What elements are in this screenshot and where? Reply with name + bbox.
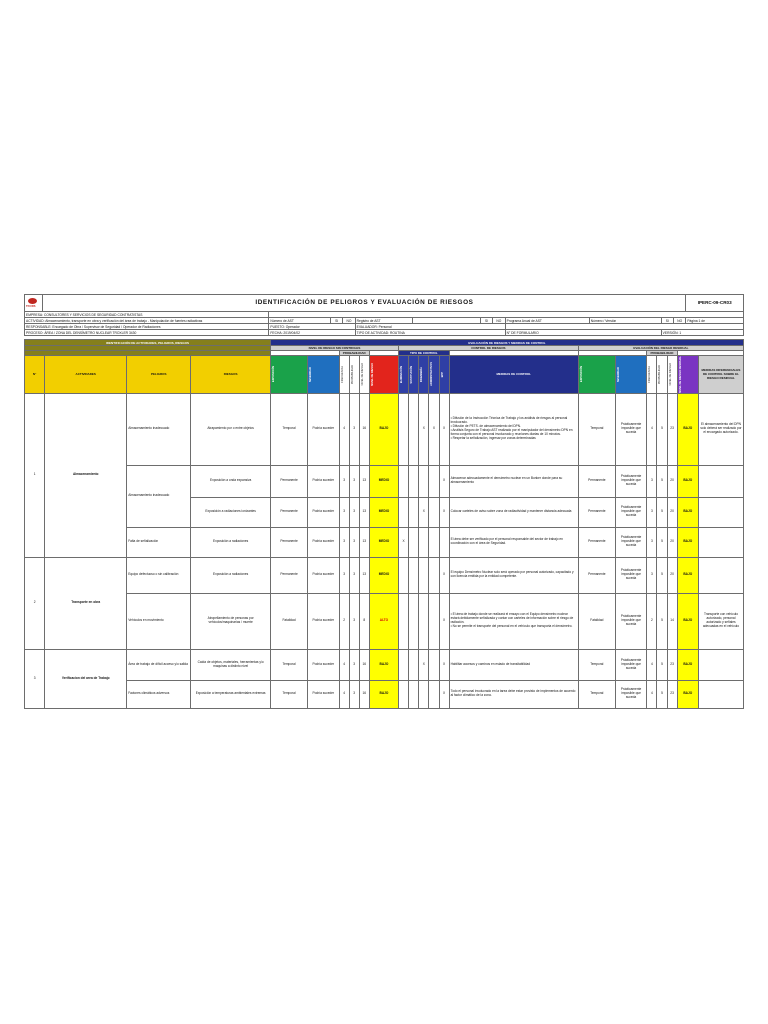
- col-epp: EPP: [440, 371, 444, 377]
- risk-level-badge: BAJO: [369, 680, 398, 708]
- row-number: 3: [25, 649, 45, 708]
- control-mark: [399, 649, 409, 680]
- control-mark: [419, 527, 429, 557]
- risk-cell: Exposición a radiaciones: [191, 557, 271, 593]
- residual-level-badge: BAJO: [677, 497, 698, 527]
- hazard-cell: Vehículos en movimiento: [127, 593, 191, 649]
- residual-level-badge: BAJO: [677, 527, 698, 557]
- differential-measures: El almacenamiento del DPN solo deberá ser realizado por el encargado autorizado.: [698, 393, 743, 465]
- activity-name: Transporte en obra: [45, 557, 127, 649]
- level-cell: 16: [359, 393, 369, 465]
- process-field: PROCESO: ÁREA / ZONA DEL DENSÍMETRO NUCLEAR TROXLER 3430: [25, 330, 269, 336]
- exposure-cell: Permanente: [271, 497, 308, 527]
- evaluator-field: EVALUADOR: Personal: [355, 324, 505, 330]
- risk-cell: Exposición a radiaciones ionizantes: [191, 497, 271, 527]
- risk-rows: [25, 393, 744, 708]
- residual-severity-cell: Prácticamente imposible que suceda: [615, 497, 646, 527]
- control-measures: • Difusión de la Instrucción Técnica de Trabajo y los análisis de riesgos al personal involucrado. • Difusión de PETS. de almacenamiento del DPN. • Análisis Seguro de Trabajo AST realizado por el manipulador del densímetro DPN en forma conjunta con el personal involucrado y reuniones diarias de 10 minutos. • Respetar la señalización, ingresar por zonas determinadas: [449, 393, 578, 465]
- table-row: [25, 680, 744, 708]
- col-elimination: ELIMINACIÓN: [400, 365, 404, 383]
- risk-level-badge: MEDIO: [369, 497, 398, 527]
- residual-probability-cell: 5: [657, 649, 667, 680]
- differential-measures: [698, 557, 743, 593]
- col-frequency: FRECUENCIA: [340, 365, 344, 383]
- residual-level-cell: 20: [667, 497, 677, 527]
- frequency-cell: 4: [339, 649, 349, 680]
- risk-level-badge: BAJO: [369, 393, 398, 465]
- probability-cell: 3: [349, 593, 359, 649]
- col-activity: ACTIVIDADES: [45, 356, 127, 394]
- activity-name: Verificacion del area de Trabajo: [45, 649, 127, 708]
- residual-frequency-cell: 3: [647, 465, 657, 497]
- control-mark: [399, 393, 409, 465]
- residual-exposure-cell: Fatalidad: [578, 593, 615, 649]
- residual-level-cell: 20: [667, 465, 677, 497]
- control-mark: [409, 527, 419, 557]
- hazard-cell: Falta de señalización: [127, 527, 191, 557]
- exposure-cell: Permanente: [271, 465, 308, 497]
- severity-cell: Podría suceder: [308, 465, 339, 497]
- control-mark: [399, 593, 409, 649]
- version-field: VERSIÓN: 1: [661, 330, 743, 336]
- logo: [25, 295, 43, 312]
- iperc-sheet: [24, 294, 744, 709]
- control-measures: Todo el personal involucrado en la tarea debe estar provisto de implementos de acuerdo al factor climático de la zona.: [449, 680, 578, 708]
- control-mark: X: [419, 497, 429, 527]
- col-exposure: EXPOSICIÓN: [272, 366, 276, 383]
- residual-frequency-cell: 4: [647, 393, 657, 465]
- residual-frequency-cell: 2: [647, 593, 657, 649]
- severity-cell: Podría suceder: [308, 393, 339, 465]
- residual-probability-cell: 5: [657, 557, 667, 593]
- differential-measures: [698, 497, 743, 527]
- control-measures: • El área de trabajo donde se realizará el ensayo con el Equipo densímetro nuclear estará debidamente señalizada y contar con carteles de información sobre el riesgo de radiación. • No se permite el transporte del personal en el vehículo que transporta el densímetro.: [449, 593, 578, 649]
- control-mark: [399, 557, 409, 593]
- col-severity: SEVERIDAD: [309, 366, 313, 382]
- level-cell: 16: [359, 649, 369, 680]
- frequency-cell: 4: [339, 393, 349, 465]
- table-row: [25, 593, 744, 649]
- differential-measures: [698, 527, 743, 557]
- date-field: FECHA: 2019/04/02: [269, 330, 355, 336]
- control-mark: [399, 680, 409, 708]
- residual-probability-cell: 5: [657, 465, 667, 497]
- level-cell: 13: [359, 465, 369, 497]
- form-code-field: N° DE FORMULARIO: [505, 330, 661, 336]
- col-probability: PROBABILIDAD: [350, 364, 354, 384]
- probability-cell: 3: [349, 527, 359, 557]
- risk-level-badge: MEDIO: [369, 557, 398, 593]
- residual-probability-cell: 5: [657, 393, 667, 465]
- control-mark: [429, 593, 439, 649]
- table-row: [25, 557, 744, 593]
- control-measures: El equipo Densímetro Nuclear solo será operado por personal autorizado, capacitado y con licencia emitida por la entidad competente.: [449, 557, 578, 593]
- exposure-cell: Temporal: [271, 393, 308, 465]
- frequency-cell: 2: [339, 593, 349, 649]
- residual-level-cell: 23: [667, 680, 677, 708]
- control-mark: X: [439, 393, 449, 465]
- owner-field: RESPONSABLE: Encargado de Obra / Supervisor de Seguridad / Operador de Radiaciones: [25, 324, 269, 330]
- probability-cell: 3: [349, 557, 359, 593]
- residual-exposure-cell: Temporal: [578, 680, 615, 708]
- level-cell: 13: [359, 557, 369, 593]
- residual-level-badge: BAJO: [677, 465, 698, 497]
- header-table: TIVURS IDENTIFICACIÓN DE PELIGROS Y EVALUACIÓN DE RIESGOS IPERC-09-CR03 EMPRESA: CONSULTORES Y SERVICIOS DE SEGURIDAD CONTRATISTAS ACTIVIDAD: Almacenamiento, transporte en obra y verificación del área de trabajo - Manipulación de fuentes radiactivas Número de AST SI NO Registro de AST SI NO Programa Anual de AST Número / Versión SI NO Página 1 de RESPONSABLE: Encargado de Obra / Supervisor de Seguridad / Operador de Radiaciones PUESTO: Operador EVALUADOR: Personal PROCESO: ÁREA / ZONA DEL DENSÍMETRO NUCLEAR TROXLER 3430 FECHA: 2019/04/02 TIPO DE ACTIVIDAD: ROUTINA N° DE FORMULARIO VERSIÓN: 1: [24, 294, 744, 336]
- col-level-residual: NIVEL DE RIESGO: [668, 363, 672, 386]
- control-mark: [409, 393, 419, 465]
- col-class-residual: NIVEL DE RIESGO RESIDUAL: [678, 356, 682, 393]
- control-mark: [399, 497, 409, 527]
- hazard-cell: Almacenamiento inadecuado: [127, 465, 191, 527]
- exposure-cell: Permanente: [271, 527, 308, 557]
- residual-level-badge: BAJO: [677, 393, 698, 465]
- residual-level-badge: BAJO: [677, 680, 698, 708]
- residual-level-cell: 20: [667, 557, 677, 593]
- severity-cell: Podría suceder: [308, 527, 339, 557]
- evaluation-header: EVALUACIÓN DE RIESGOS Y MEDIDAS DE CONTROL: [271, 340, 744, 346]
- residual-level-badge: BAJO: [677, 557, 698, 593]
- risk-cell: Exposición a temperaturas ambientales extremas: [191, 680, 271, 708]
- control-mark: [409, 497, 419, 527]
- control-mark: X: [439, 680, 449, 708]
- ast-program-label: Programa Anual de AST: [505, 318, 589, 324]
- control-mark: X: [439, 649, 449, 680]
- severity-cell: Podría suceder: [308, 649, 339, 680]
- probability-cell: 3: [349, 649, 359, 680]
- col-probability-residual: PROBABILIDAD: [658, 364, 662, 384]
- residual-probability-cell: 5: [657, 497, 667, 527]
- row-number: 1: [25, 393, 45, 557]
- identification-header: IDENTIFICACIÓN DE ACTIVIDADES, PELIGROS, RIESGOS: [25, 340, 271, 346]
- frequency-cell: 3: [339, 497, 349, 527]
- risk-level-badge: MEDIO: [369, 527, 398, 557]
- risk-cell: Exposición a onda expansiva: [191, 465, 271, 497]
- differential-measures: Transporte con vehículo autorizado, personal autorizado y señales adecuadas en el vehículo: [698, 593, 743, 649]
- control-measures: Habilitar accesos y caminos en estado de transitabilidad: [449, 649, 578, 680]
- control-mark: [419, 465, 429, 497]
- level-cell: 13: [359, 527, 369, 557]
- control-mark: [399, 465, 409, 497]
- control-mark: [409, 649, 419, 680]
- col-severity-residual: SEVERIDAD: [616, 366, 620, 382]
- residual-exposure-cell: Permanente: [578, 465, 615, 497]
- control-mark: X: [419, 393, 429, 465]
- residual-severity-cell: Prácticamente imposible que suceda: [615, 680, 646, 708]
- frequency-cell: 3: [339, 465, 349, 497]
- frequency-cell: 4: [339, 680, 349, 708]
- document-code: IPERC-09-CR03: [686, 295, 744, 312]
- residual-probability-cell: 5: [657, 680, 667, 708]
- control-measures: Almacenar adecuadamente el densímetro nuclear en un Bunker donde para su almacenamiento: [449, 465, 578, 497]
- col-administrative: ADMINISTRATIVOS: [430, 362, 434, 387]
- severity-cell: Podría suceder: [308, 680, 339, 708]
- differential-measures: [698, 649, 743, 680]
- control-mark: X: [429, 393, 439, 465]
- severity-cell: Podría suceder: [308, 593, 339, 649]
- control-mark: [429, 680, 439, 708]
- ast-number-label: Número de AST: [269, 318, 331, 324]
- residual-probability-cell: 5: [657, 593, 667, 649]
- probability-cell: 3: [349, 393, 359, 465]
- residual-exposure-cell: Temporal: [578, 649, 615, 680]
- col-hazard: PELIGROS: [127, 356, 191, 394]
- activity-name: Almacenamiento: [45, 393, 127, 557]
- control-header: CONTROL DE RIESGOS: [399, 346, 579, 351]
- control-mark: [409, 680, 419, 708]
- probability-group-header: PROBABILIDAD: [339, 351, 369, 356]
- control-mark: X: [439, 557, 449, 593]
- col-risk: RIESGOS: [191, 356, 271, 394]
- control-mark: [409, 557, 419, 593]
- residual-probability-cell: 5: [657, 527, 667, 557]
- residual-severity-cell: Prácticamente imposible que suceda: [615, 393, 646, 465]
- residual-exposure-cell: Temporal: [578, 393, 615, 465]
- risk-cell: Exposición a radiaciones: [191, 527, 271, 557]
- col-n: N°: [25, 356, 45, 394]
- residual-severity-cell: Prácticamente imposible que suceda: [615, 527, 646, 557]
- col-differential: MEDIDAS DIFERENCIALES DE CONTROL SOBRE EL RIESGO RESIDUAL: [698, 356, 743, 394]
- col-exposure-residual: EXPOSICIÓN: [579, 366, 583, 383]
- risk-cell: Atropellamiento de personas por vehículos/maquinarias / muerte: [191, 593, 271, 649]
- differential-measures: [698, 465, 743, 497]
- level-cell: 8: [359, 593, 369, 649]
- severity-cell: Podría suceder: [308, 497, 339, 527]
- residual-level-cell: 20: [667, 527, 677, 557]
- residual-level-cell: 23: [667, 393, 677, 465]
- residual-severity-cell: Prácticamente imposible que suceda: [615, 649, 646, 680]
- control-mark: X: [439, 497, 449, 527]
- control-mark: [419, 680, 429, 708]
- control-mark: [429, 527, 439, 557]
- frequency-cell: 3: [339, 557, 349, 593]
- residual-frequency-cell: 4: [647, 680, 657, 708]
- logo-text: TIVURS: [26, 305, 36, 308]
- control-mark: [429, 557, 439, 593]
- residual-exposure-cell: Permanente: [578, 527, 615, 557]
- residual-frequency-cell: 3: [647, 497, 657, 527]
- position-field: PUESTO: Operador: [269, 324, 355, 330]
- hazard-cell: Factores climáticos adversos: [127, 680, 191, 708]
- hazard-cell: Almacenamiento inadecuado: [127, 393, 191, 465]
- control-mark: [429, 465, 439, 497]
- level-cell: 16: [359, 680, 369, 708]
- residual-exposure-cell: Permanente: [578, 497, 615, 527]
- table-row: [25, 465, 744, 497]
- col-level: NIVEL DE RIESGO: [360, 363, 364, 386]
- exposure-cell: Fatalidad: [271, 593, 308, 649]
- control-mark: X: [439, 593, 449, 649]
- table-row: [25, 527, 744, 557]
- control-mark: X: [439, 465, 449, 497]
- exposure-cell: Permanente: [271, 557, 308, 593]
- activity-field: ACTIVIDAD: Almacenamiento, transporte en obra y verificación del área de trabajo - Manipulación de fuentes radiactivas: [25, 318, 269, 324]
- page-label: Página 1 de: [686, 318, 744, 324]
- control-mark: [409, 593, 419, 649]
- severity-cell: Podría suceder: [308, 557, 339, 593]
- table-row: [25, 393, 744, 465]
- control-type-header: TIPO DE CONTROL: [399, 351, 450, 356]
- row-number: 2: [25, 557, 45, 649]
- residual-frequency-cell: 4: [647, 649, 657, 680]
- probability-cell: 3: [349, 465, 359, 497]
- residual-level-cell: 14: [667, 593, 677, 649]
- risk-level-badge: BAJO: [369, 649, 398, 680]
- residual-level-badge: BAJO: [677, 649, 698, 680]
- risk-table: [24, 339, 744, 709]
- exposure-cell: Temporal: [271, 680, 308, 708]
- level-cell: 13: [359, 497, 369, 527]
- company-logo-icon: [28, 298, 37, 304]
- activity-type-field: TIPO DE ACTIVIDAD: ROUTINA: [355, 330, 505, 336]
- control-mark: [409, 465, 419, 497]
- col-measures: MEDIDAS DE CONTROL: [449, 356, 578, 394]
- control-mark: [439, 527, 449, 557]
- page-title: IDENTIFICACIÓN DE PELIGROS Y EVALUACIÓN DE RIESGOS: [43, 295, 686, 312]
- residual-severity-cell: Prácticamente imposible que suceda: [615, 557, 646, 593]
- control-mark: X: [419, 649, 429, 680]
- col-risk-class: NIVEL DE RIESGO: [370, 362, 374, 386]
- probability-cell: 3: [349, 680, 359, 708]
- revision-label: Número / Versión: [589, 318, 661, 324]
- residual-header: EVALUACIÓN DEL RIESGO RESIDUAL: [578, 346, 743, 351]
- control-mark: [429, 649, 439, 680]
- control-mark: X: [399, 527, 409, 557]
- hazard-cell: Área de trabajo de difícil acceso y/o salida: [127, 649, 191, 680]
- col-frequency-residual: FRECUENCIA: [648, 365, 652, 383]
- residual-frequency-cell: 3: [647, 557, 657, 593]
- residual-severity-cell: Prácticamente imposible que suceda: [615, 593, 646, 649]
- uncontrolled-header: NIVEL DE RIESGO SIN CONTROLES: [271, 346, 399, 351]
- table-row: [25, 649, 744, 680]
- control-mark: [419, 557, 429, 593]
- frequency-cell: 3: [339, 527, 349, 557]
- control-mark: [429, 497, 439, 527]
- residual-exposure-cell: Permanente: [578, 557, 615, 593]
- residual-level-cell: 23: [667, 649, 677, 680]
- risk-cell: Atrapamiento por o entre objetos: [191, 393, 271, 465]
- residual-severity-cell: Prácticamente imposible que suceda: [615, 465, 646, 497]
- col-substitution: SUSTITUCIÓN: [410, 365, 414, 384]
- exposure-cell: Temporal: [271, 649, 308, 680]
- residual-frequency-cell: 3: [647, 527, 657, 557]
- col-engineering: INGENIERÍA: [420, 366, 424, 382]
- probability-cell: 3: [349, 497, 359, 527]
- residual-probability-header: PROBABILIDAD: [647, 351, 677, 356]
- risk-level-badge: MEDIO: [369, 465, 398, 497]
- risk-level-badge: ALTO: [369, 593, 398, 649]
- differential-measures: [698, 680, 743, 708]
- company-field: EMPRESA: CONSULTORES Y SERVICIOS DE SEGURIDAD CONTRATISTAS: [25, 312, 269, 318]
- control-mark: [419, 593, 429, 649]
- registry-label: Registro de AST: [355, 318, 413, 324]
- control-measures: Colocar carteles de aviso sobre zona de radiactividad y mantener distancia adecuada: [449, 497, 578, 527]
- hazard-cell: Equipo defectuoso o sin calibración: [127, 557, 191, 593]
- risk-cell: Caída de objetos, materiales, herramientas y/o maquinas a distinto nivel: [191, 649, 271, 680]
- control-measures: El área debe ser verificado por el personal responsable del sector de trabajo en coordinación con el área de Seguridad.: [449, 527, 578, 557]
- residual-level-badge: BAJO: [677, 593, 698, 649]
